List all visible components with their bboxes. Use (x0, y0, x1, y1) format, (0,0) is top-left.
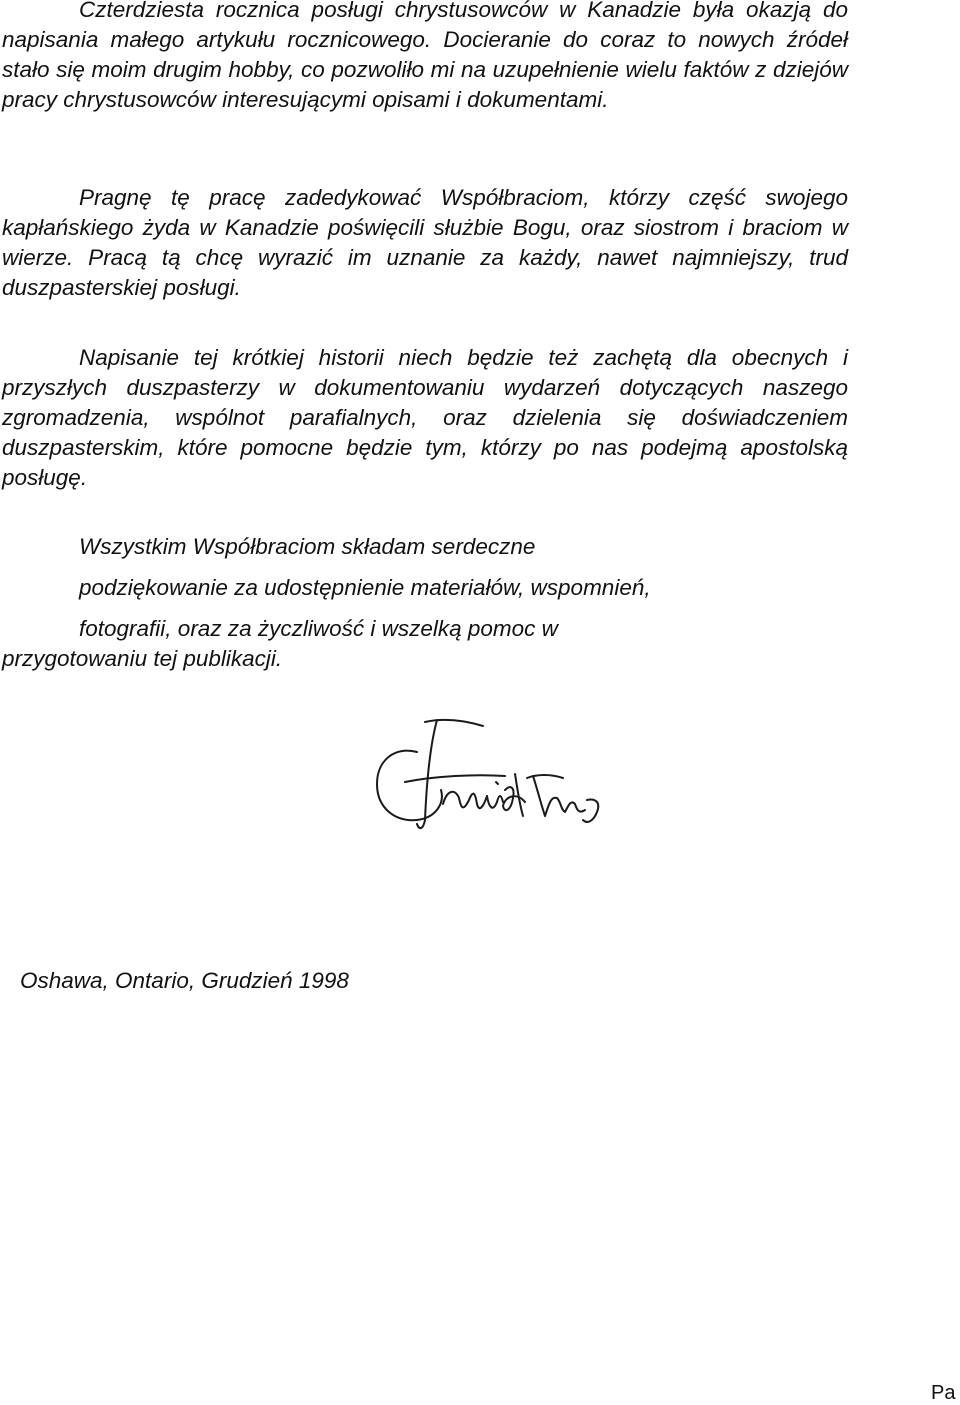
paragraph-encouragement: Napisanie tej krótkiej historii niech będzie też zachętą dla obecnych i przyszłych duszpasterzy w dokumentowaniu wydarzeń dotyczących naszego zgromadzenia, wspólnot parafialnych, oraz dzielenia się doświadczeniem duszpasterskim, które pomocne będzie tym, którzy po nas podejmą apostolską posługę. (2, 345, 848, 490)
signature (365, 712, 615, 842)
thanks-line: podziękowanie za udostępnienie materiałów, wspomnień, (79, 575, 651, 600)
paragraph-anniversary: Czterdziesta rocznica posługi chrystusowców w Kanadzie była okazją do napisania małego artykułu rocznicowego. Docieranie do coraz to nowych źródeł stało się moim drugim hobby, co pozwoliło mi na uzupełnienie wielu faktów z dziejów pracy chrystusowców interesującymi opisami i dokumentami. (2, 0, 848, 112)
thanks-line: Wszystkim Współbraciom składam serdeczne (79, 534, 536, 559)
paragraph-dedication: Pragnę tę pracę zadedykować Współbraciom, którzy część swojego kapłańskiego żyda w Kanadzie poświęcili służbie Bogu, oraz siostrom i braciom w wierze. Pracą tą chcę wyrazić im uznanie za każdy, nawet najmniejszy, trud duszpasterskiej posługi. (2, 185, 848, 300)
place-and-date: Oshawa, Ontario, Grudzień 1998 (20, 968, 349, 993)
thanks-line: fotografii, oraz za życzliwość i wszelką pomoc w (79, 616, 558, 641)
thanks-line: przygotowaniu tej publikacji. (2, 646, 283, 671)
page-label: Pa (931, 1382, 956, 1404)
